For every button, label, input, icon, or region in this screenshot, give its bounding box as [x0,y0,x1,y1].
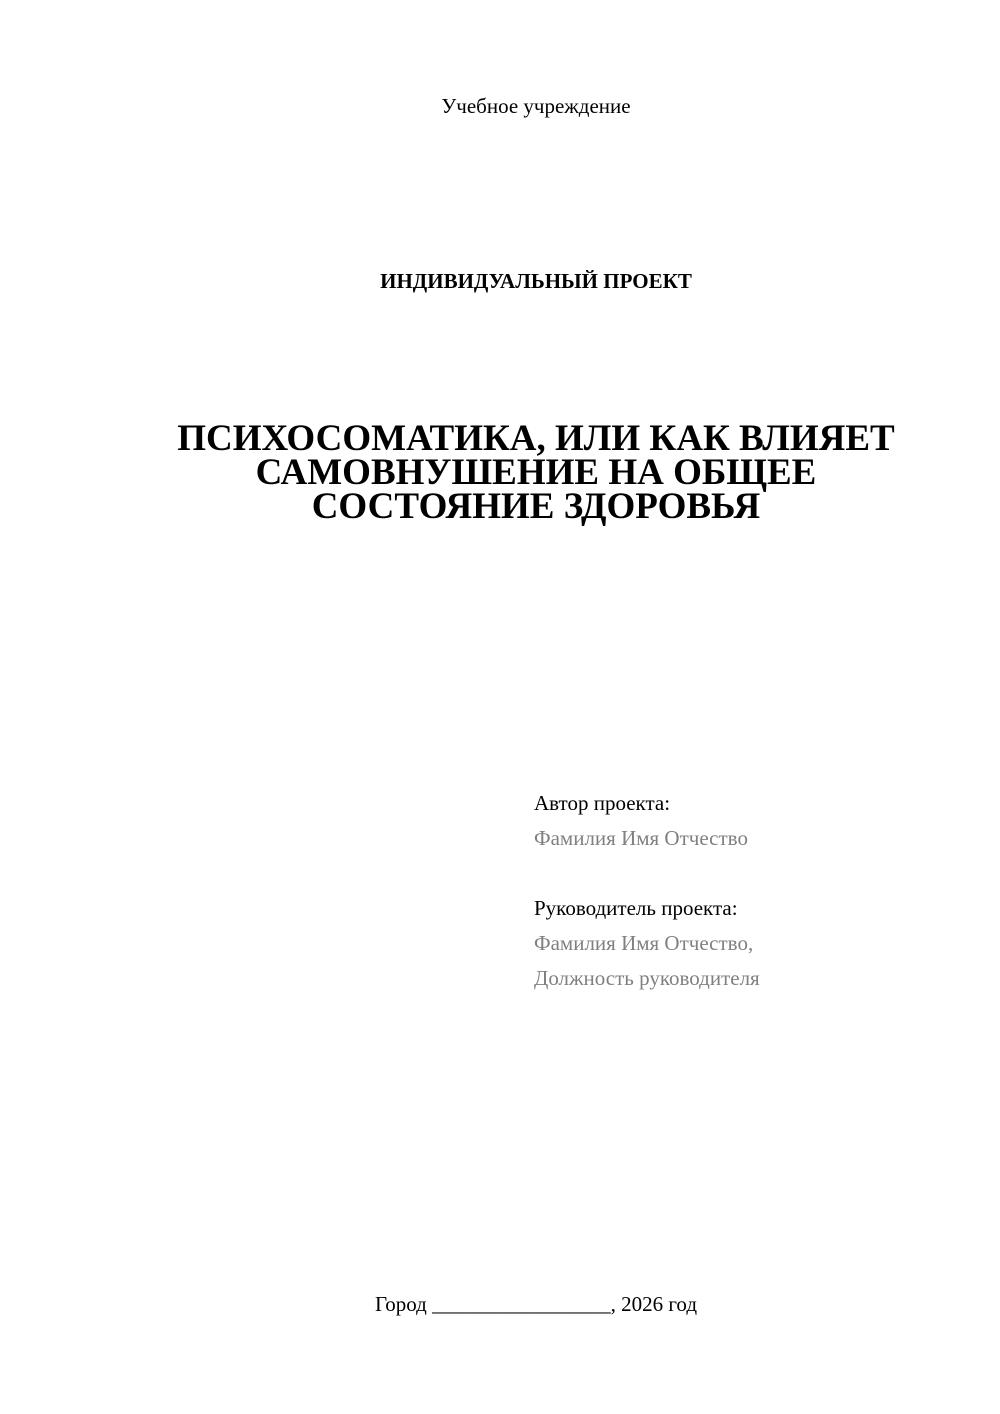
author-name: Фамилия Имя Отчество [534,826,748,850]
city-year-line: Город _________________, 2026 год [374,1292,698,1316]
author-label: Автор проекта: [534,791,671,815]
supervisor-block [534,891,954,996]
project-title-line: ПСИХОСОМАТИКА, ИЛИ КАК ВЛИЯЕТ [177,418,895,459]
project-title-line: САМОВНУШЕНИЕ НА ОБЩЕЕ [255,452,817,493]
document-type: ИНДИВИДУАЛЬНЫЙ ПРОЕКТ [380,269,692,293]
supervisor-label: Руководитель проекта: [534,896,738,920]
supervisor-position: Должность руководителя [534,966,760,990]
author-block [534,786,954,856]
institution-name: Учебное учреждение [441,94,631,118]
project-title [150,418,922,527]
project-title-line: СОСТОЯНИЕ ЗДОРОВЬЯ [311,486,761,527]
supervisor-name: Фамилия Имя Отчество, [534,931,754,955]
